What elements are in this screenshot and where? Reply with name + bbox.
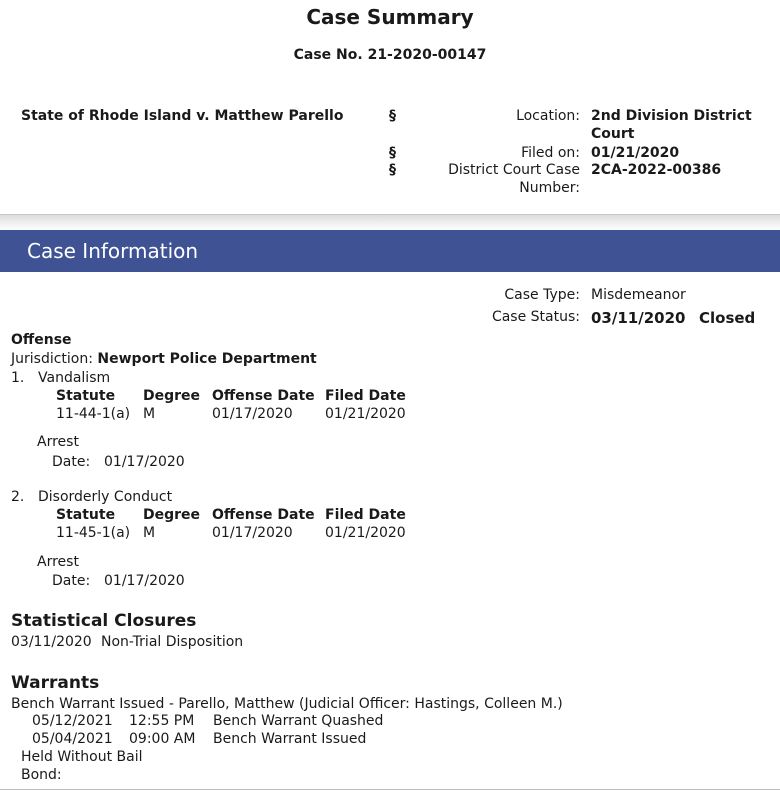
case-information-band: [0, 230, 780, 272]
case-status-badge: Closed: [699, 309, 756, 327]
offense-number: 2.: [11, 489, 25, 505]
warrants-heading: Warrants: [11, 673, 100, 693]
offense-degree: M: [143, 525, 156, 541]
case-status-date: 03/11/2020: [591, 309, 686, 327]
offense-statute: 11-44-1(a): [56, 406, 131, 422]
warrant-event-date: 05/04/2021: [32, 731, 113, 747]
district-case-label: District Court Case: [448, 162, 580, 178]
section-symbol: §: [389, 145, 396, 161]
closure-date: 03/11/2020: [11, 634, 92, 650]
location-value: 2nd Division District: [591, 108, 752, 124]
case-status-label: Case Status:: [491, 309, 580, 325]
case-type-value: Misdemeanor: [591, 287, 686, 303]
warrant-event-text: Bench Warrant Quashed: [213, 713, 384, 729]
warrant-event-time: 12:55 PM: [129, 713, 195, 729]
bond-label: Bond:: [21, 767, 62, 783]
column-header-statute: Statute: [56, 388, 116, 404]
filed-date: 01/21/2020: [325, 525, 406, 541]
column-header-statute: Statute: [56, 507, 116, 523]
case-number: Case No. 21-2020-00147: [293, 47, 487, 63]
arrest-date: 01/17/2020: [104, 454, 185, 470]
warrant-event-text: Bench Warrant Issued: [213, 731, 367, 747]
filed-date: 01/21/2020: [325, 406, 406, 422]
warrant-event-date: 05/12/2021: [32, 713, 113, 729]
offense-heading: Offense: [11, 332, 72, 348]
jurisdiction-value: Newport Police Department: [97, 351, 317, 367]
arrest-label: Arrest: [37, 434, 79, 450]
column-header-offense-date: Offense Date: [212, 388, 315, 404]
offense-degree: M: [143, 406, 156, 422]
warrant-event-time: 09:00 AM: [129, 731, 196, 747]
section-divider: [0, 214, 780, 231]
case-style: State of Rhode Island v. Matthew Parello: [21, 108, 344, 124]
arrest-date: 01/17/2020: [104, 573, 185, 589]
filed-label: Filed on:: [521, 145, 580, 161]
district-case-label-continued: Number:: [519, 180, 580, 196]
jurisdiction: [11, 351, 317, 367]
offense-date: 01/17/2020: [212, 406, 293, 422]
page-bottom-divider: [0, 789, 780, 790]
case-type-label: Case Type:: [504, 287, 580, 303]
filed-value: 01/21/2020: [591, 145, 680, 161]
offense-date: 01/17/2020: [212, 525, 293, 541]
column-header-degree: Degree: [143, 388, 201, 404]
arrest-label: Arrest: [37, 554, 79, 570]
arrest-date-label: Date:: [52, 573, 91, 589]
bail-status: Held Without Bail: [21, 749, 143, 765]
jurisdiction-label: Jurisdiction:: [11, 351, 93, 367]
location-label: Location:: [516, 108, 580, 124]
closure-text: Non-Trial Disposition: [101, 634, 244, 650]
section-symbol: §: [389, 108, 396, 124]
arrest-date-label: Date:: [52, 454, 91, 470]
warrant-summary: Bench Warrant Issued - Parello, Matthew (Judicial Officer: Hastings, Colleen M.): [11, 696, 563, 712]
column-header-filed-date: Filed Date: [325, 388, 406, 404]
offense-name: Vandalism: [38, 370, 111, 386]
offense-name: Disorderly Conduct: [38, 489, 173, 505]
offense-statute: 11-45-1(a): [56, 525, 131, 541]
district-case-value: 2CA-2022-00386: [591, 162, 722, 178]
case-information-title: Case Information: [27, 239, 199, 263]
column-header-offense-date: Offense Date: [212, 507, 315, 523]
statistical-closures-heading: Statistical Closures: [11, 611, 197, 631]
column-header-filed-date: Filed Date: [325, 507, 406, 523]
location-value-continued: Court: [591, 126, 635, 142]
column-header-degree: Degree: [143, 507, 201, 523]
offense-number: 1.: [11, 370, 25, 386]
page-title: Case Summary: [306, 5, 474, 29]
section-symbol: §: [389, 162, 396, 178]
